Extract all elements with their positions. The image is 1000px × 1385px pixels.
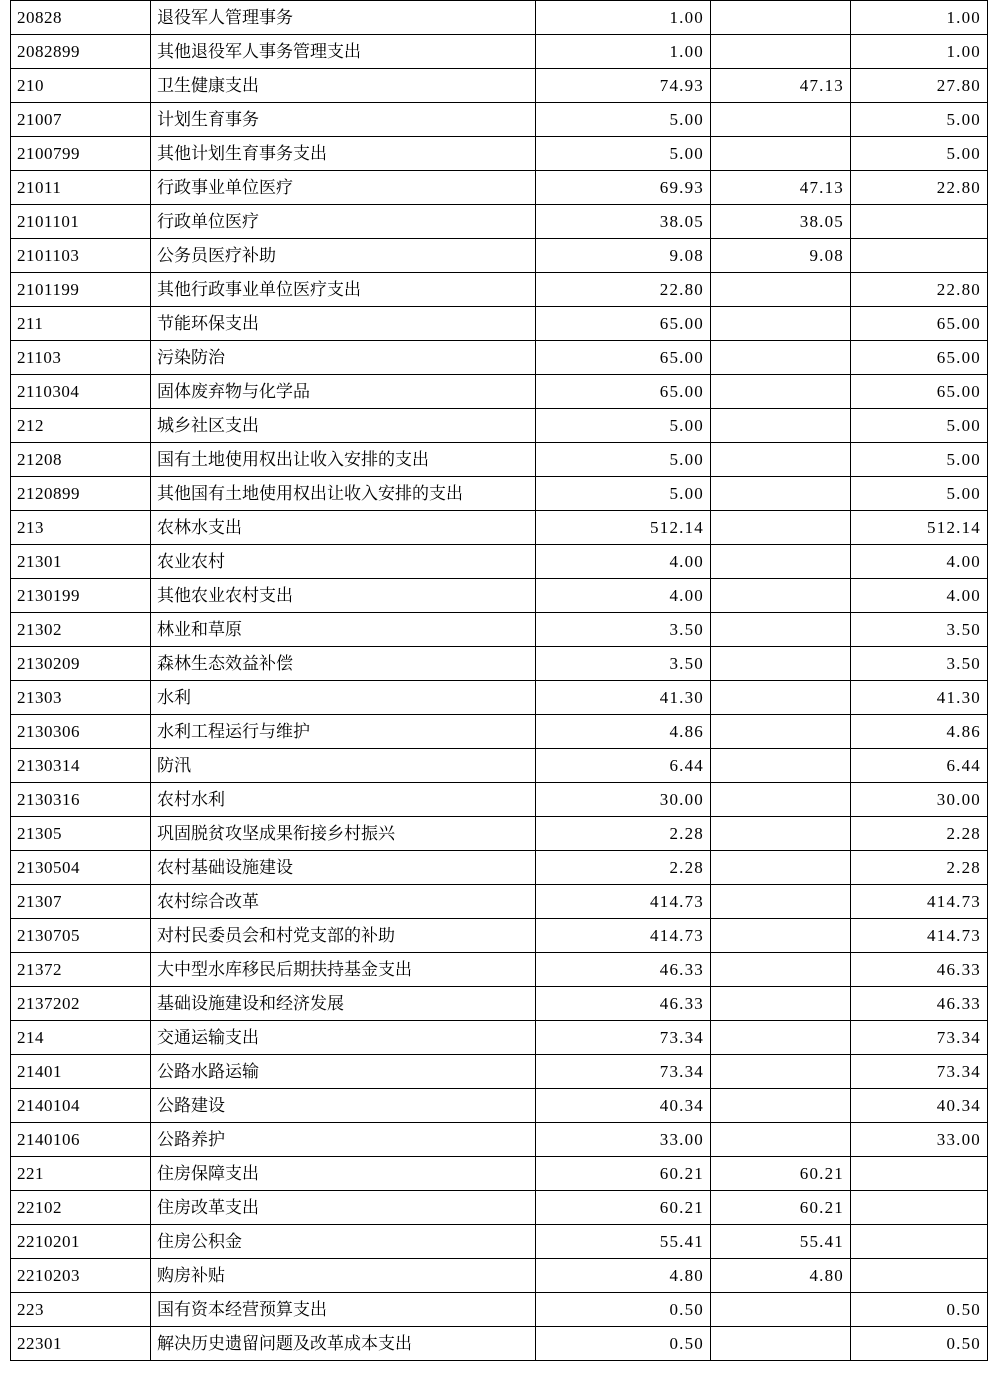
cell-total: 46.33 <box>536 953 711 987</box>
cell-project-expenditure <box>851 1157 988 1191</box>
cell-project-expenditure <box>851 239 988 273</box>
cell-subject-code: 213 <box>11 511 151 545</box>
cell-subject-code: 2130705 <box>11 919 151 953</box>
table-row <box>11 715 988 749</box>
cell-project-expenditure: 40.34 <box>851 1089 988 1123</box>
cell-subject-code: 2101199 <box>11 273 151 307</box>
cell-subject-name: 解决历史遗留问题及改革成本支出 <box>151 1327 536 1361</box>
table-row <box>11 1157 988 1191</box>
cell-subject-code: 223 <box>11 1293 151 1327</box>
cell-subject-code: 21305 <box>11 817 151 851</box>
cell-subject-name: 巩固脱贫攻坚成果衔接乡村振兴 <box>151 817 536 851</box>
cell-project-expenditure: 1.00 <box>851 1 988 35</box>
table-row <box>11 477 988 511</box>
table-row <box>11 1089 988 1123</box>
cell-project-expenditure: 5.00 <box>851 103 988 137</box>
table-row <box>11 647 988 681</box>
cell-basic-expenditure: 60.21 <box>711 1191 851 1225</box>
cell-subject-code: 22102 <box>11 1191 151 1225</box>
cell-subject-code: 21307 <box>11 885 151 919</box>
table-row <box>11 1021 988 1055</box>
cell-total: 5.00 <box>536 103 711 137</box>
cell-subject-name: 节能环保支出 <box>151 307 536 341</box>
cell-total: 4.00 <box>536 579 711 613</box>
table-row <box>11 409 988 443</box>
cell-subject-code: 21103 <box>11 341 151 375</box>
cell-subject-code: 2130314 <box>11 749 151 783</box>
cell-basic-expenditure <box>711 477 851 511</box>
cell-basic-expenditure <box>711 953 851 987</box>
cell-basic-expenditure: 47.13 <box>711 69 851 103</box>
table-row <box>11 443 988 477</box>
cell-project-expenditure: 22.80 <box>851 273 988 307</box>
cell-subject-name: 公路养护 <box>151 1123 536 1157</box>
cell-basic-expenditure <box>711 851 851 885</box>
cell-basic-expenditure <box>711 443 851 477</box>
cell-project-expenditure: 2.28 <box>851 851 988 885</box>
cell-project-expenditure: 46.33 <box>851 987 988 1021</box>
cell-total: 46.33 <box>536 987 711 1021</box>
cell-subject-code: 210 <box>11 69 151 103</box>
cell-total: 30.00 <box>536 783 711 817</box>
table-row <box>11 987 988 1021</box>
table-row <box>11 749 988 783</box>
cell-subject-code: 2082899 <box>11 35 151 69</box>
cell-total: 3.50 <box>536 613 711 647</box>
cell-project-expenditure: 414.73 <box>851 919 988 953</box>
cell-basic-expenditure <box>711 1327 851 1361</box>
table-row <box>11 579 988 613</box>
cell-subject-code: 2130199 <box>11 579 151 613</box>
cell-project-expenditure: 0.50 <box>851 1327 988 1361</box>
cell-subject-code: 212 <box>11 409 151 443</box>
cell-subject-name: 国有资本经营预算支出 <box>151 1293 536 1327</box>
cell-subject-name: 其他国有土地使用权出让收入安排的支出 <box>151 477 536 511</box>
cell-total: 2.28 <box>536 817 711 851</box>
cell-subject-name: 其他行政事业单位医疗支出 <box>151 273 536 307</box>
cell-subject-code: 2210203 <box>11 1259 151 1293</box>
cell-basic-expenditure <box>711 749 851 783</box>
table-row <box>11 307 988 341</box>
cell-total: 1.00 <box>536 35 711 69</box>
cell-project-expenditure: 65.00 <box>851 307 988 341</box>
cell-total: 4.86 <box>536 715 711 749</box>
cell-total: 65.00 <box>536 375 711 409</box>
cell-subject-code: 2100799 <box>11 137 151 171</box>
cell-project-expenditure: 65.00 <box>851 341 988 375</box>
cell-subject-code: 2130209 <box>11 647 151 681</box>
cell-subject-code: 2130504 <box>11 851 151 885</box>
table-row <box>11 851 988 885</box>
cell-subject-code: 21007 <box>11 103 151 137</box>
table-row <box>11 1225 988 1259</box>
cell-subject-name: 农村基础设施建设 <box>151 851 536 885</box>
cell-total: 1.00 <box>536 1 711 35</box>
cell-subject-code: 21303 <box>11 681 151 715</box>
cell-basic-expenditure <box>711 1021 851 1055</box>
table-row <box>11 1259 988 1293</box>
cell-project-expenditure: 73.34 <box>851 1021 988 1055</box>
cell-total: 60.21 <box>536 1157 711 1191</box>
cell-total: 41.30 <box>536 681 711 715</box>
table-row <box>11 205 988 239</box>
cell-basic-expenditure <box>711 103 851 137</box>
cell-subject-name: 行政事业单位医疗 <box>151 171 536 205</box>
cell-basic-expenditure <box>711 987 851 1021</box>
cell-total: 73.34 <box>536 1055 711 1089</box>
cell-subject-code: 21302 <box>11 613 151 647</box>
cell-total: 3.50 <box>536 647 711 681</box>
table-row <box>11 681 988 715</box>
cell-subject-name: 对村民委员会和村党支部的补助 <box>151 919 536 953</box>
table-row <box>11 613 988 647</box>
cell-project-expenditure: 512.14 <box>851 511 988 545</box>
cell-basic-expenditure <box>711 919 851 953</box>
cell-total: 5.00 <box>536 477 711 511</box>
cell-project-expenditure: 4.00 <box>851 545 988 579</box>
cell-project-expenditure: 33.00 <box>851 1123 988 1157</box>
cell-subject-name: 其他计划生育事务支出 <box>151 137 536 171</box>
cell-subject-name: 水利工程运行与维护 <box>151 715 536 749</box>
cell-subject-name: 固体废弃物与化学品 <box>151 375 536 409</box>
cell-subject-name: 其他退役军人事务管理支出 <box>151 35 536 69</box>
cell-project-expenditure: 0.50 <box>851 1293 988 1327</box>
cell-project-expenditure: 3.50 <box>851 647 988 681</box>
cell-subject-name: 国有土地使用权出让收入安排的支出 <box>151 443 536 477</box>
cell-subject-name: 公路水路运输 <box>151 1055 536 1089</box>
table-row <box>11 953 988 987</box>
table-body <box>11 1 988 1361</box>
table-row <box>11 171 988 205</box>
cell-subject-name: 污染防治 <box>151 341 536 375</box>
cell-subject-name: 卫生健康支出 <box>151 69 536 103</box>
cell-project-expenditure: 4.86 <box>851 715 988 749</box>
cell-subject-code: 2130306 <box>11 715 151 749</box>
cell-project-expenditure: 65.00 <box>851 375 988 409</box>
cell-project-expenditure: 2.28 <box>851 817 988 851</box>
cell-basic-expenditure <box>711 817 851 851</box>
cell-basic-expenditure <box>711 715 851 749</box>
table-row <box>11 1191 988 1225</box>
cell-subject-name: 城乡社区支出 <box>151 409 536 443</box>
cell-subject-name: 住房保障支出 <box>151 1157 536 1191</box>
cell-project-expenditure: 5.00 <box>851 409 988 443</box>
cell-project-expenditure: 5.00 <box>851 137 988 171</box>
cell-total: 69.93 <box>536 171 711 205</box>
budget-expenditure-table <box>10 0 988 1361</box>
cell-subject-code: 2137202 <box>11 987 151 1021</box>
cell-basic-expenditure <box>711 1293 851 1327</box>
cell-subject-name: 公务员医疗补助 <box>151 239 536 273</box>
cell-basic-expenditure: 47.13 <box>711 171 851 205</box>
cell-basic-expenditure <box>711 579 851 613</box>
table-row <box>11 919 988 953</box>
table-row <box>11 341 988 375</box>
cell-subject-code: 2110304 <box>11 375 151 409</box>
cell-project-expenditure <box>851 1225 988 1259</box>
cell-project-expenditure: 4.00 <box>851 579 988 613</box>
table-row <box>11 1055 988 1089</box>
cell-basic-expenditure: 60.21 <box>711 1157 851 1191</box>
cell-subject-code: 2140106 <box>11 1123 151 1157</box>
cell-subject-code: 2130316 <box>11 783 151 817</box>
cell-total: 4.00 <box>536 545 711 579</box>
table-row <box>11 1293 988 1327</box>
cell-basic-expenditure <box>711 613 851 647</box>
table-row <box>11 375 988 409</box>
cell-subject-name: 退役军人管理事务 <box>151 1 536 35</box>
cell-subject-code: 2120899 <box>11 477 151 511</box>
cell-basic-expenditure <box>711 885 851 919</box>
cell-basic-expenditure <box>711 511 851 545</box>
cell-project-expenditure: 5.00 <box>851 477 988 511</box>
cell-project-expenditure: 6.44 <box>851 749 988 783</box>
table-row <box>11 511 988 545</box>
table-row <box>11 783 988 817</box>
cell-subject-name: 交通运输支出 <box>151 1021 536 1055</box>
table-row <box>11 69 988 103</box>
cell-subject-code: 21301 <box>11 545 151 579</box>
cell-basic-expenditure <box>711 409 851 443</box>
cell-basic-expenditure <box>711 35 851 69</box>
cell-total: 414.73 <box>536 919 711 953</box>
table-row <box>11 1327 988 1361</box>
cell-subject-name: 水利 <box>151 681 536 715</box>
cell-total: 5.00 <box>536 409 711 443</box>
cell-subject-name: 森林生态效益补偿 <box>151 647 536 681</box>
cell-total: 60.21 <box>536 1191 711 1225</box>
cell-project-expenditure: 22.80 <box>851 171 988 205</box>
cell-subject-name: 行政单位医疗 <box>151 205 536 239</box>
cell-total: 9.08 <box>536 239 711 273</box>
cell-total: 2.28 <box>536 851 711 885</box>
cell-project-expenditure: 46.33 <box>851 953 988 987</box>
cell-subject-name: 基础设施建设和经济发展 <box>151 987 536 1021</box>
table-row <box>11 1 988 35</box>
cell-subject-code: 2210201 <box>11 1225 151 1259</box>
cell-total: 414.73 <box>536 885 711 919</box>
cell-total: 65.00 <box>536 341 711 375</box>
cell-subject-code: 214 <box>11 1021 151 1055</box>
cell-basic-expenditure <box>711 307 851 341</box>
cell-project-expenditure: 3.50 <box>851 613 988 647</box>
cell-project-expenditure <box>851 1259 988 1293</box>
cell-subject-code: 21401 <box>11 1055 151 1089</box>
cell-subject-name: 公路建设 <box>151 1089 536 1123</box>
cell-basic-expenditure <box>711 1 851 35</box>
cell-total: 6.44 <box>536 749 711 783</box>
cell-subject-code: 2101103 <box>11 239 151 273</box>
cell-basic-expenditure: 38.05 <box>711 205 851 239</box>
cell-basic-expenditure: 55.41 <box>711 1225 851 1259</box>
cell-project-expenditure: 1.00 <box>851 35 988 69</box>
cell-basic-expenditure <box>711 273 851 307</box>
table-row <box>11 239 988 273</box>
cell-total: 5.00 <box>536 443 711 477</box>
cell-subject-code: 2101101 <box>11 205 151 239</box>
cell-subject-code: 22301 <box>11 1327 151 1361</box>
cell-subject-code: 211 <box>11 307 151 341</box>
cell-project-expenditure: 41.30 <box>851 681 988 715</box>
cell-subject-code: 21208 <box>11 443 151 477</box>
cell-basic-expenditure <box>711 681 851 715</box>
cell-total: 55.41 <box>536 1225 711 1259</box>
cell-subject-name: 其他农业农村支出 <box>151 579 536 613</box>
cell-basic-expenditure <box>711 545 851 579</box>
cell-project-expenditure: 30.00 <box>851 783 988 817</box>
cell-subject-name: 计划生育事务 <box>151 103 536 137</box>
cell-total: 40.34 <box>536 1089 711 1123</box>
cell-total: 38.05 <box>536 205 711 239</box>
cell-basic-expenditure <box>711 647 851 681</box>
cell-subject-code: 2140104 <box>11 1089 151 1123</box>
cell-subject-name: 大中型水库移民后期扶持基金支出 <box>151 953 536 987</box>
cell-subject-code: 221 <box>11 1157 151 1191</box>
cell-basic-expenditure: 9.08 <box>711 239 851 273</box>
cell-total: 4.80 <box>536 1259 711 1293</box>
cell-basic-expenditure <box>711 1123 851 1157</box>
cell-basic-expenditure <box>711 375 851 409</box>
cell-total: 33.00 <box>536 1123 711 1157</box>
cell-basic-expenditure <box>711 783 851 817</box>
cell-basic-expenditure: 4.80 <box>711 1259 851 1293</box>
cell-total: 5.00 <box>536 137 711 171</box>
cell-total: 0.50 <box>536 1293 711 1327</box>
cell-project-expenditure <box>851 205 988 239</box>
cell-basic-expenditure <box>711 1055 851 1089</box>
cell-project-expenditure: 73.34 <box>851 1055 988 1089</box>
cell-subject-name: 农业农村 <box>151 545 536 579</box>
cell-subject-name: 防汛 <box>151 749 536 783</box>
cell-subject-name: 住房改革支出 <box>151 1191 536 1225</box>
cell-subject-name: 购房补贴 <box>151 1259 536 1293</box>
cell-subject-name: 农村水利 <box>151 783 536 817</box>
cell-total: 65.00 <box>536 307 711 341</box>
cell-subject-name: 农村综合改革 <box>151 885 536 919</box>
cell-basic-expenditure <box>711 341 851 375</box>
cell-basic-expenditure <box>711 137 851 171</box>
table-row <box>11 35 988 69</box>
cell-total: 0.50 <box>536 1327 711 1361</box>
table-row <box>11 817 988 851</box>
table-row <box>11 545 988 579</box>
table-row <box>11 885 988 919</box>
cell-subject-name: 住房公积金 <box>151 1225 536 1259</box>
cell-total: 22.80 <box>536 273 711 307</box>
cell-project-expenditure <box>851 1191 988 1225</box>
cell-subject-name: 农林水支出 <box>151 511 536 545</box>
table-row <box>11 103 988 137</box>
cell-total: 512.14 <box>536 511 711 545</box>
cell-subject-code: 21011 <box>11 171 151 205</box>
cell-basic-expenditure <box>711 1089 851 1123</box>
table-row <box>11 273 988 307</box>
table-row <box>11 137 988 171</box>
cell-project-expenditure: 5.00 <box>851 443 988 477</box>
cell-project-expenditure: 414.73 <box>851 885 988 919</box>
table-row <box>11 1123 988 1157</box>
cell-subject-code: 21372 <box>11 953 151 987</box>
cell-total: 74.93 <box>536 69 711 103</box>
cell-project-expenditure: 27.80 <box>851 69 988 103</box>
cell-total: 73.34 <box>536 1021 711 1055</box>
cell-subject-name: 林业和草原 <box>151 613 536 647</box>
cell-subject-code: 20828 <box>11 1 151 35</box>
